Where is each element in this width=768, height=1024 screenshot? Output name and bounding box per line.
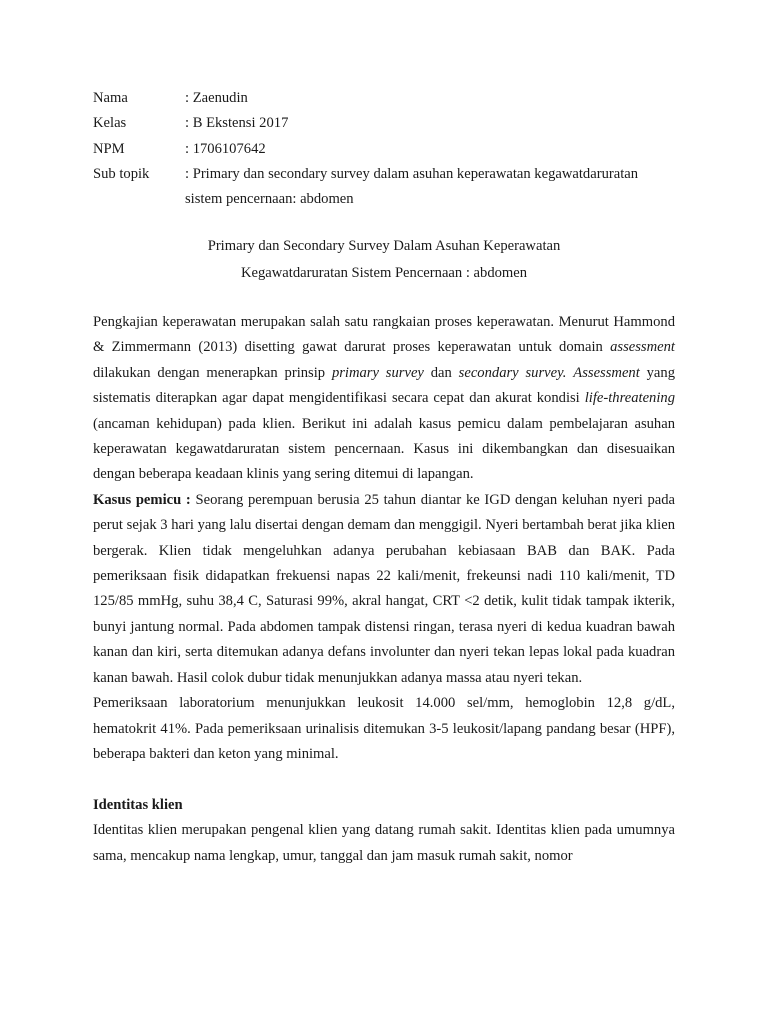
info-row-nama xyxy=(93,86,675,111)
intro-italic-term: assessment xyxy=(610,339,675,356)
intro-italic-term: Assessment xyxy=(573,364,640,381)
info-value-continuation: sistem pencernaan: abdomen xyxy=(185,191,354,208)
info-label: Nama xyxy=(93,90,128,106)
kasus-text: Seorang perempuan berusia 25 tahun diantar ke IGD dengan keluhan nyeri pada perut sejak 3 hari yang lalu disertai dengan demam dan menggigil. Nyeri bertambah berat jika klien bergerak. Klien tidak mengeluhkan adanya perubahan kebiasaan BAB dan BAK. Pada pemeriksaan fisik didapatkan frekuensi napas 22 kali/menit, frekeunsi nadi 110 kali/menit, TD 125/85 mmHg, suhu 38,4 C, Saturasi 99%, akral hangat, CRT <2 detik, kulit tidak tampak ikterik, bunyi jantung normal. Pada abdomen tampak distensi ringan, terasa nyeri di kedua kuadran bawah kanan dan kiri, serta ditemukan adanya defans involunter dan nyeri tekan lepas lokal pada kuadran kanan bawah. Hasil colok dubur tidak menunjukkan adanya massa atau nyeri tekan. xyxy=(93,491,675,686)
info-label: Kelas xyxy=(93,115,127,132)
info-value: : Primary dan secondary survey dalam asuhan keperawatan kegawatdaruratan xyxy=(185,165,639,182)
info-row-subtopik-continuation xyxy=(93,187,675,212)
intro-text: dan xyxy=(423,364,459,381)
identitas-paragraph: Identitas klien merupakan pengenal klien yang datang rumah sakit. Identitas klien pada umumnya sama, mencakup nama lengkap, umur, tanggal dan jam masuk rumah sakit, nomor xyxy=(93,822,675,864)
intro-paragraph xyxy=(93,310,675,488)
intro-text: yang sistematis diterapkan agar dapat mengidentifikasi secara cepat dan akurat kondisi xyxy=(93,364,675,407)
kasus-paragraph xyxy=(93,488,675,691)
title-line-1: Primary dan Secondary Survey Dalam Asuhan Keperawatan xyxy=(207,238,561,254)
info-label: Sub topik xyxy=(93,165,150,182)
info-label-spacer xyxy=(93,187,185,212)
intro-text: Pengkajian keperawatan merupakan salah satu rangkaian proses keperawatan. Menurut Hammond & Zimmermann (2013) disetting gawat darurat proses keperawatan untuk domain xyxy=(93,314,675,356)
intro-italic-term: primary survey xyxy=(331,364,424,381)
intro-text: (ancaman kehidupan) pada klien. Berikut ini adalah kasus pemicu dalam pembelajaran asuhan keperawatan kegawatdaruratan sistem pencernaan. Kasus ini dikembangkan dan disesuaikan dengan beberapa keadaan klinis yang sering ditemui di lapangan. xyxy=(93,415,675,483)
intro-text: dilakukan dengan menerapkan prinsip xyxy=(93,364,332,381)
intro-italic-term: life-threatening xyxy=(584,390,675,407)
info-value: : Zaenudin xyxy=(185,90,248,106)
identitas-heading xyxy=(93,793,675,818)
info-row-npm xyxy=(93,137,675,162)
info-value: : 1706107642 xyxy=(185,140,266,157)
title-line-2: Kegawatdaruratan Sistem Pencernaan : abdomen xyxy=(240,264,528,281)
identitas-heading-text: Identitas klien xyxy=(93,796,183,813)
lab-paragraph: Pemeriksaan laboratorium menunjukkan leukosit 14.000 sel/mm, hemoglobin 12,8 g/dL, hematokrit 41%. Pada pemeriksaan urinalisis ditemukan 3-5 leukosit/lapang pandang besar (HPF), beberapa bakteri dan keton yang minimal. xyxy=(93,695,675,762)
intro-italic-term: secondary survey. xyxy=(458,364,567,381)
info-row-kelas xyxy=(93,111,675,136)
info-value: : B Ekstensi 2017 xyxy=(185,115,289,132)
info-label: NPM xyxy=(93,140,125,157)
document-title xyxy=(93,233,675,286)
info-row-subtopik xyxy=(93,162,675,187)
document-body xyxy=(93,310,675,869)
spacer xyxy=(93,767,675,792)
kasus-label: Kasus pemicu : xyxy=(93,491,191,508)
student-info-block xyxy=(93,86,675,212)
